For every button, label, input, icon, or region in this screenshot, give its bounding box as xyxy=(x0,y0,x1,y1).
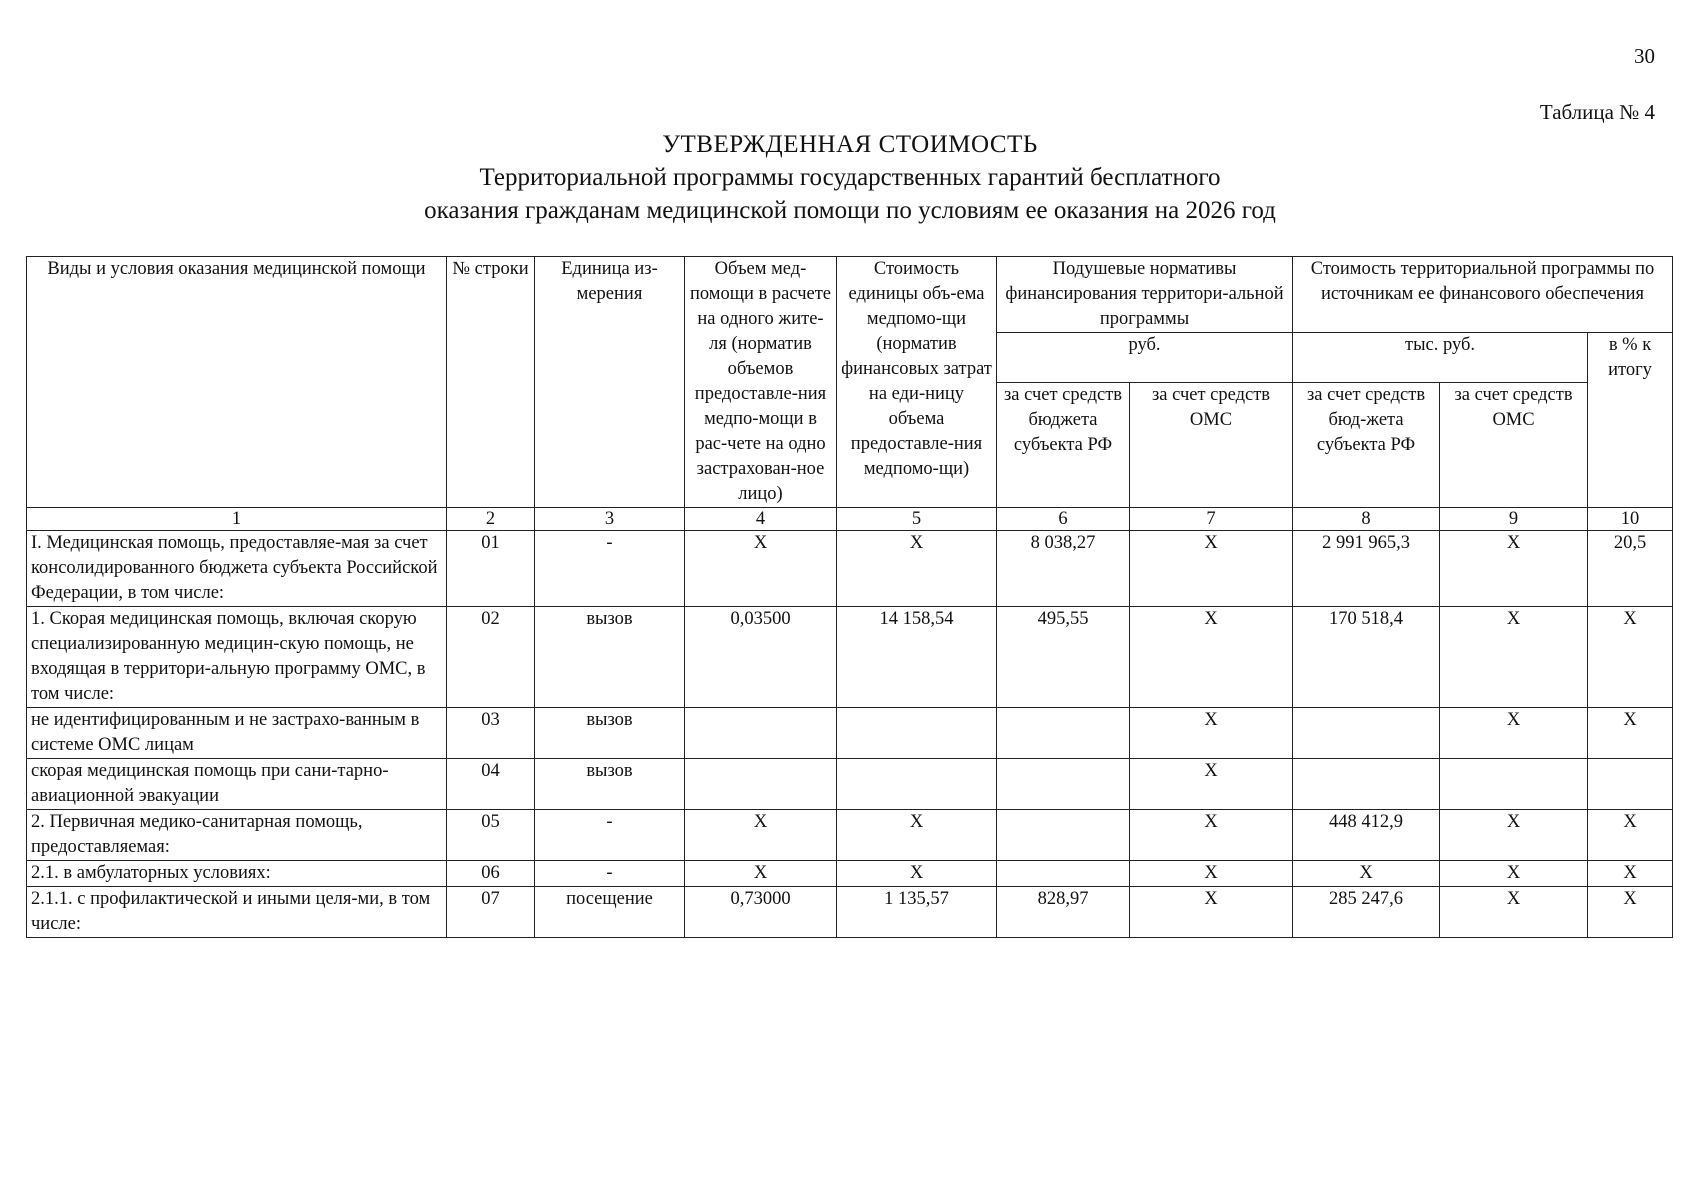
header-col-1: Виды и условия оказания медицинской помощи xyxy=(27,257,447,508)
table-body xyxy=(27,531,1673,938)
row-percent: X xyxy=(1588,810,1673,861)
row-name: I. Медицинская помощь, предоставляе-мая за счет консолидированного бюджета субъекта Российской Федерации, в том числе: xyxy=(27,531,447,607)
cost-table xyxy=(26,256,1673,938)
row-unit-cost: 1 135,57 xyxy=(837,887,997,938)
table-header xyxy=(27,257,1673,531)
row-name: 2.1.1. с профилактической и иными целя-ми, в том числе: xyxy=(27,887,447,938)
row-cost-budget: 2 991 965,3 xyxy=(1293,531,1440,607)
row-per-capita-oms: X xyxy=(1130,531,1293,607)
row-line-number: 01 xyxy=(447,531,535,607)
table-row xyxy=(27,810,1673,861)
header-group-per-capita: Подушевые нормативы финансирования территори-альной программы xyxy=(997,257,1293,333)
column-number: 9 xyxy=(1440,508,1588,531)
row-volume: X xyxy=(685,531,837,607)
column-number: 8 xyxy=(1293,508,1440,531)
header-unit-rub: руб. xyxy=(997,333,1293,383)
row-unit-cost: 14 158,54 xyxy=(837,607,997,708)
row-per-capita-budget xyxy=(997,708,1130,759)
row-per-capita-budget xyxy=(997,861,1130,887)
row-line-number: 07 xyxy=(447,887,535,938)
row-cost-budget xyxy=(1293,759,1440,810)
table-label: Таблица № 4 xyxy=(1539,100,1655,124)
table-row xyxy=(27,861,1673,887)
title-main: УТВЕРЖДЕННАЯ СТОИМОСТЬ xyxy=(662,131,1038,158)
header-col-6: за счет средств бюджета субъекта РФ xyxy=(997,382,1130,508)
row-line-number: 06 xyxy=(447,861,535,887)
table-row xyxy=(27,531,1673,607)
row-percent: X xyxy=(1588,708,1673,759)
row-volume: 0,73000 xyxy=(685,887,837,938)
row-unit-cost: X xyxy=(837,810,997,861)
header-col-3: Единица из-мерения xyxy=(535,257,685,508)
title-line-2: Территориальной программы государственных гарантий бесплатного xyxy=(479,164,1221,191)
row-per-capita-budget xyxy=(997,810,1130,861)
title-line-3: оказания гражданам медицинской помощи по условиям ее оказания на 2026 год xyxy=(424,197,1276,224)
row-percent: X xyxy=(1588,607,1673,708)
row-name: 2. Первичная медико-санитарная помощь, предоставляемая: xyxy=(27,810,447,861)
row-per-capita-budget: 8 038,27 xyxy=(997,531,1130,607)
column-number: 7 xyxy=(1130,508,1293,531)
row-percent: 20,5 xyxy=(1588,531,1673,607)
row-unit: - xyxy=(535,861,685,887)
row-cost-oms: X xyxy=(1440,708,1588,759)
row-unit-cost: X xyxy=(837,861,997,887)
column-number: 4 xyxy=(685,508,837,531)
header-col-5: Стоимость единицы объ-ема медпомо-щи (норматив финансовых затрат на еди-ницу объема предоставле-ния медпомо-щи) xyxy=(837,257,997,508)
row-per-capita-oms: X xyxy=(1130,887,1293,938)
row-per-capita-oms: X xyxy=(1130,607,1293,708)
page-number: 30 xyxy=(1634,44,1655,68)
row-cost-oms: X xyxy=(1440,607,1588,708)
header-col-9: за счет средств ОМС xyxy=(1440,382,1588,508)
row-volume xyxy=(685,759,837,810)
row-unit-cost: X xyxy=(837,531,997,607)
document-title xyxy=(260,128,1440,227)
header-col-2: № строки xyxy=(447,257,535,508)
row-percent xyxy=(1588,759,1673,810)
row-per-capita-budget xyxy=(997,759,1130,810)
table-row xyxy=(27,759,1673,810)
row-cost-oms: X xyxy=(1440,531,1588,607)
header-col-7: за счет средств ОМС xyxy=(1130,382,1293,508)
row-cost-budget: 285 247,6 xyxy=(1293,887,1440,938)
row-per-capita-oms: X xyxy=(1130,708,1293,759)
row-cost-oms: X xyxy=(1440,810,1588,861)
table-row xyxy=(27,607,1673,708)
row-per-capita-oms: X xyxy=(1130,759,1293,810)
row-cost-oms: X xyxy=(1440,887,1588,938)
row-volume xyxy=(685,708,837,759)
header-group-cost: Стоимость территориальной программы по источникам ее финансового обеспечения xyxy=(1293,257,1673,333)
column-number: 6 xyxy=(997,508,1130,531)
row-unit-cost xyxy=(837,708,997,759)
row-cost-oms xyxy=(1440,759,1588,810)
column-number: 3 xyxy=(535,508,685,531)
row-per-capita-oms: X xyxy=(1130,861,1293,887)
row-per-capita-budget: 495,55 xyxy=(997,607,1130,708)
row-unit: посещение xyxy=(535,887,685,938)
row-percent: X xyxy=(1588,861,1673,887)
row-per-capita-oms: X xyxy=(1130,810,1293,861)
header-col-8: за счет средств бюд-жета субъекта РФ xyxy=(1293,382,1440,508)
row-line-number: 04 xyxy=(447,759,535,810)
header-unit-thous-rub: тыс. руб. xyxy=(1293,333,1588,383)
row-percent: X xyxy=(1588,887,1673,938)
row-line-number: 03 xyxy=(447,708,535,759)
row-line-number: 02 xyxy=(447,607,535,708)
header-col-4: Объем мед-помощи в расчете на одного жите-ля (норматив объемов предоставле-ния медпо-мощи в рас-чете на одно застрахован-ное лицо) xyxy=(685,257,837,508)
column-number: 10 xyxy=(1588,508,1673,531)
row-unit: - xyxy=(535,531,685,607)
row-volume: 0,03500 xyxy=(685,607,837,708)
column-number-row xyxy=(27,508,1673,531)
row-volume: X xyxy=(685,861,837,887)
row-unit: вызов xyxy=(535,607,685,708)
row-cost-budget: 170 518,4 xyxy=(1293,607,1440,708)
row-cost-budget xyxy=(1293,708,1440,759)
header-col-10: в % к итогу xyxy=(1588,333,1673,508)
row-cost-budget: 448 412,9 xyxy=(1293,810,1440,861)
row-unit: - xyxy=(535,810,685,861)
column-number: 2 xyxy=(447,508,535,531)
row-volume: X xyxy=(685,810,837,861)
row-name: 2.1. в амбулаторных условиях: xyxy=(27,861,447,887)
table-row xyxy=(27,887,1673,938)
column-number: 1 xyxy=(27,508,447,531)
row-per-capita-budget: 828,97 xyxy=(997,887,1130,938)
row-name: не идентифицированным и не застрахо-ванным в системе ОМС лицам xyxy=(27,708,447,759)
row-name: скорая медицинская помощь при сани-тарно-авиационной эвакуации xyxy=(27,759,447,810)
row-cost-budget: X xyxy=(1293,861,1440,887)
row-line-number: 05 xyxy=(447,810,535,861)
row-unit: вызов xyxy=(535,759,685,810)
row-name: 1. Скорая медицинская помощь, включая скорую специализированную медицин-скую помощь, не входящая в территори-альную программу ОМС, в том числе: xyxy=(27,607,447,708)
row-cost-oms: X xyxy=(1440,861,1588,887)
table-row xyxy=(27,708,1673,759)
row-unit: вызов xyxy=(535,708,685,759)
column-number: 5 xyxy=(837,508,997,531)
row-unit-cost xyxy=(837,759,997,810)
